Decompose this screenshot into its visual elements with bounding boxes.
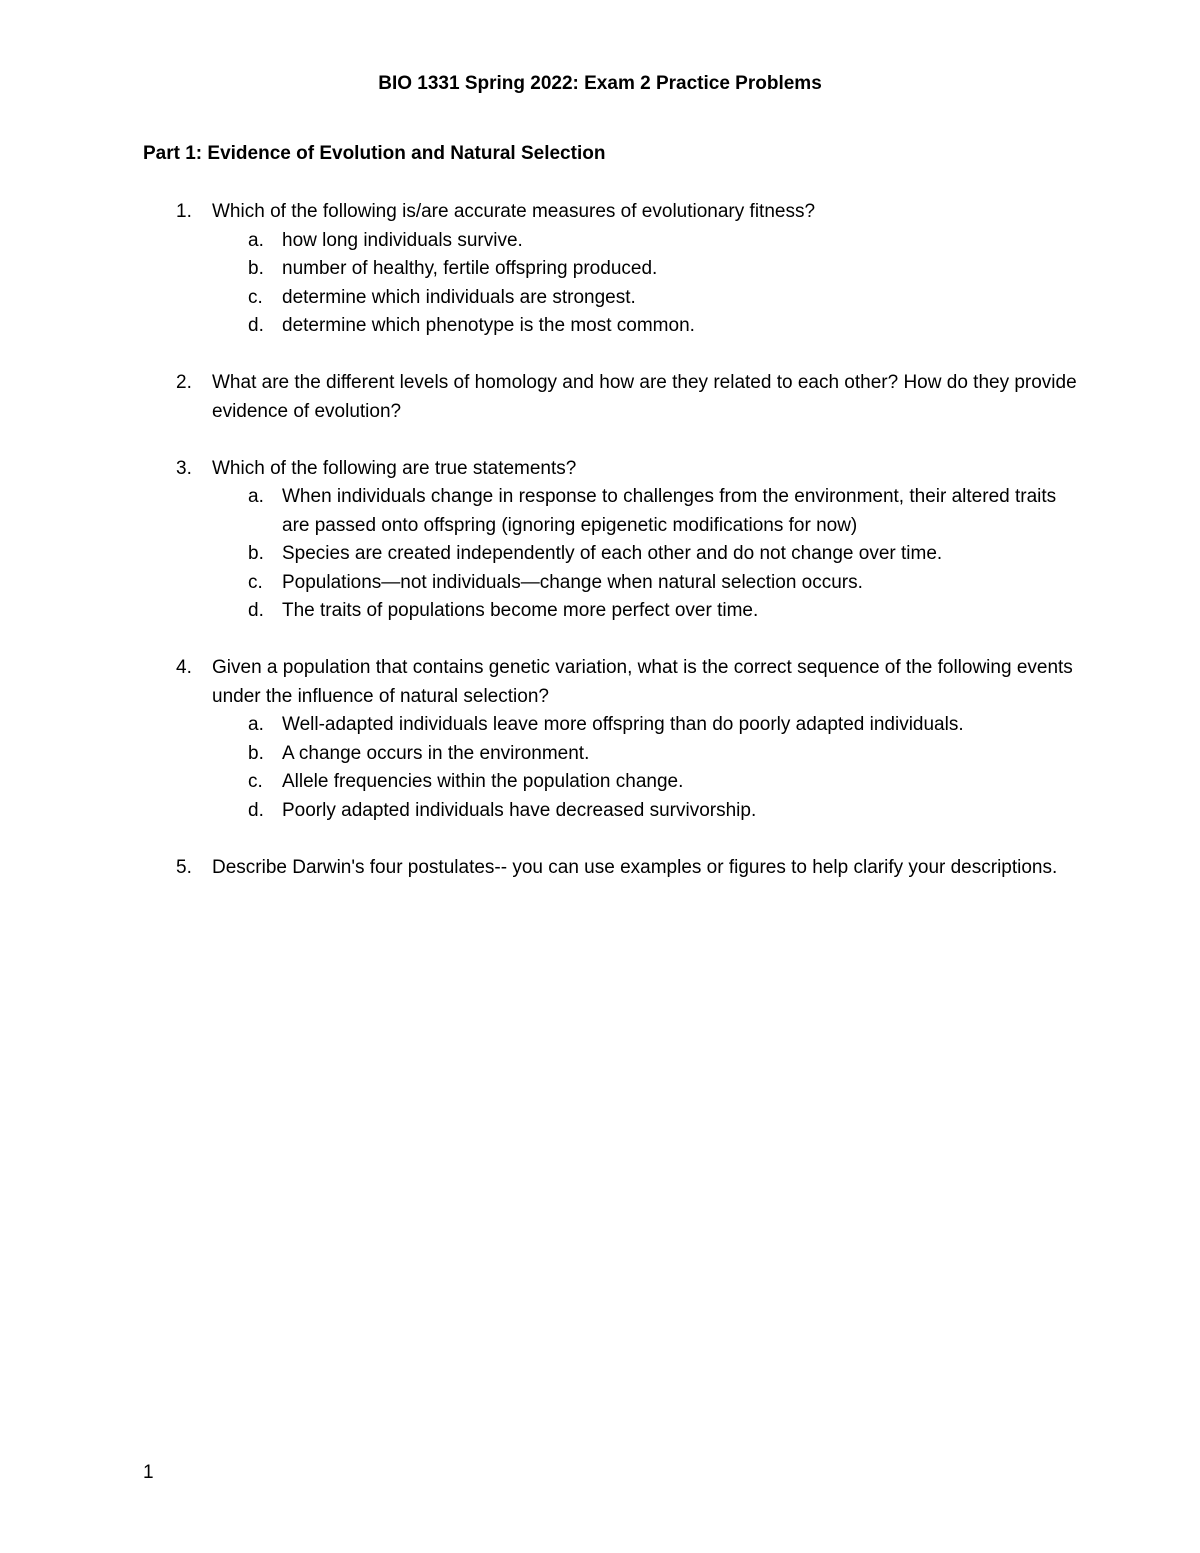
option-letter: b.	[248, 742, 264, 764]
option-item	[212, 711, 1080, 740]
option-letter: c.	[248, 571, 263, 593]
option-text: how long individuals survive.	[282, 229, 523, 251]
option-text: determine which phenotype is the most common.	[282, 315, 695, 336]
question-text: Given a population that contains genetic variation, what is the correct sequence of the following events under the influence of natural selection?	[212, 657, 1073, 707]
option-item	[212, 797, 1080, 826]
option-item	[212, 597, 1080, 626]
part-heading: Part 1: Evidence of Evolution and Natural Selection	[143, 143, 606, 164]
question-2	[0, 369, 1200, 426]
question-number: 2.	[176, 372, 192, 393]
question-text: Describe Darwin's four postulates-- you can use examples or figures to help clarify your descriptions.	[212, 856, 1058, 878]
option-text: number of healthy, fertile offspring produced.	[282, 258, 658, 279]
question-number: 5.	[176, 856, 192, 878]
option-text: Well-adapted individuals leave more offspring than do poorly adapted individuals.	[282, 714, 964, 735]
question-5	[0, 854, 1200, 883]
option-text: Allele frequencies within the population change.	[282, 771, 684, 792]
option-item	[212, 483, 1080, 540]
question-number: 1.	[176, 201, 192, 222]
page-number: 1	[143, 1462, 154, 1483]
option-item	[212, 540, 1080, 569]
option-list	[212, 227, 1080, 341]
option-item	[212, 740, 1080, 769]
question-text: Which of the following is/are accurate measures of evolutionary fitness?	[212, 201, 816, 222]
option-item	[212, 284, 1080, 313]
option-letter: a.	[248, 229, 264, 251]
option-text: When individuals change in response to challenges from the environment, their altered traits are passed onto offspring (ignoring epigenetic modifications for now)	[282, 486, 1057, 536]
option-letter: a.	[248, 486, 264, 507]
question-text: What are the different levels of homology and how are they related to each other? How do they provide evidence of evolution?	[212, 372, 1077, 422]
option-letter: d.	[248, 315, 264, 336]
option-letter: c.	[248, 286, 263, 308]
option-text: Populations—not individuals—change when natural selection occurs.	[282, 571, 863, 593]
question-3	[0, 455, 1200, 626]
question-number: 3.	[176, 457, 192, 479]
option-letter: c.	[248, 771, 263, 792]
question-list	[0, 198, 1200, 911]
option-letter: b.	[248, 258, 264, 279]
question-text: Which of the following are true statements?	[212, 457, 577, 479]
question-number: 4.	[176, 657, 192, 678]
option-letter: d.	[248, 799, 264, 821]
option-letter: d.	[248, 600, 264, 621]
option-text: determine which individuals are strongest.	[282, 286, 636, 308]
option-letter: b.	[248, 543, 264, 564]
option-item	[212, 569, 1080, 598]
option-text: The traits of populations become more perfect over time.	[282, 600, 759, 621]
option-item	[212, 255, 1080, 284]
option-item	[212, 312, 1080, 341]
option-list	[212, 483, 1080, 626]
option-list	[212, 711, 1080, 825]
option-text: Species are created independently of each other and do not change over time.	[282, 543, 943, 564]
question-1	[0, 198, 1200, 341]
question-4	[0, 654, 1200, 825]
page-title: BIO 1331 Spring 2022: Exam 2 Practice Problems	[378, 73, 822, 94]
option-item	[212, 768, 1080, 797]
option-letter: a.	[248, 714, 264, 735]
option-item	[212, 227, 1080, 256]
option-text: A change occurs in the environment.	[282, 742, 590, 764]
option-text: Poorly adapted individuals have decreased survivorship.	[282, 799, 757, 821]
